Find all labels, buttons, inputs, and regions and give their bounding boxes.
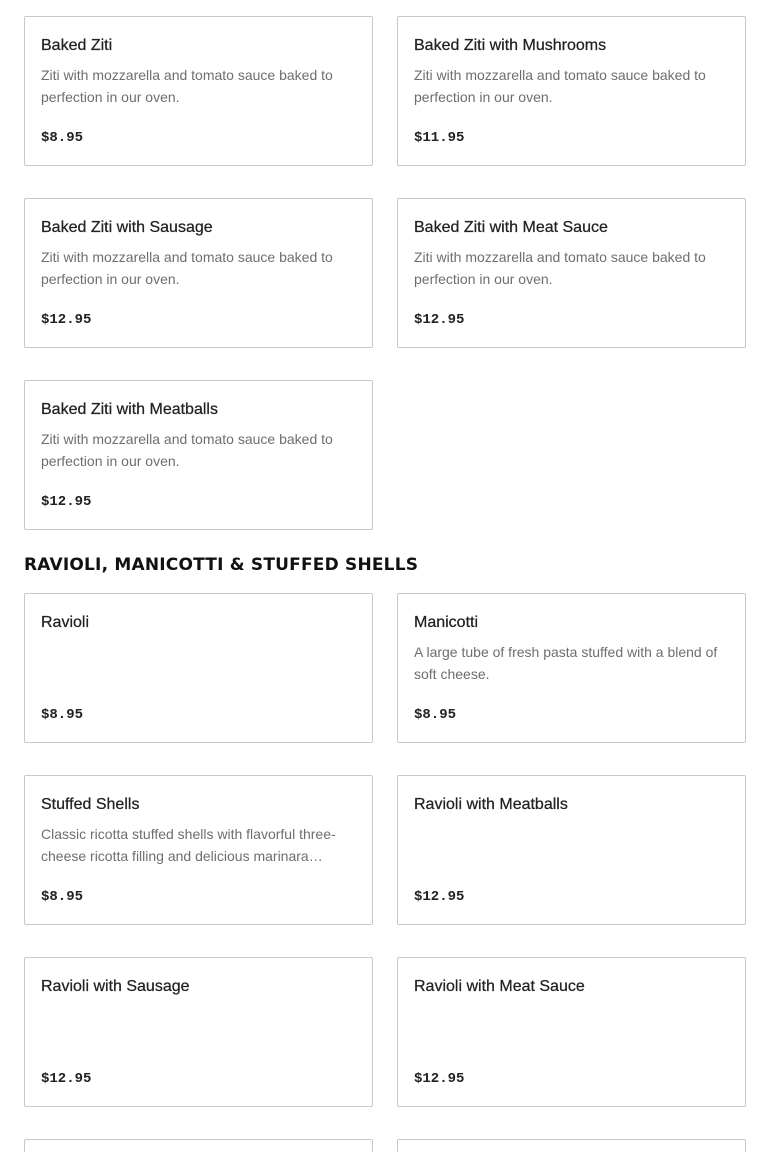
menu-item-name: Baked Ziti with Meatballs bbox=[41, 401, 218, 418]
menu-item-description: Ziti with mozzarella and tomato sauce baked to perfection in our oven. bbox=[41, 431, 333, 469]
menu-item-price: $8.95 bbox=[41, 889, 84, 905]
menu-item-name: Baked Ziti with Sausage bbox=[41, 219, 213, 236]
menu-item-price: $12.95 bbox=[414, 889, 465, 905]
menu-item-description: Ziti with mozzarella and tomato sauce baked to perfection in our oven. bbox=[414, 67, 706, 105]
menu-item-card[interactable] bbox=[397, 775, 746, 925]
menu-item-description: Ziti with mozzarella and tomato sauce baked to perfection in our oven. bbox=[41, 67, 333, 105]
menu-item-name: Ravioli with Meat Sauce bbox=[414, 978, 585, 995]
menu-item-description: A large tube of fresh pasta stuffed with a blend of soft cheese. bbox=[414, 644, 718, 682]
menu-item-name: Manicotti bbox=[414, 614, 479, 631]
menu-item-description bbox=[414, 1005, 729, 1049]
menu-item-price: $8.95 bbox=[414, 707, 457, 723]
menu-item-name: Baked Ziti with Meat Sauce bbox=[414, 219, 608, 236]
menu-item-price: $8.95 bbox=[41, 707, 84, 723]
menu-item-card[interactable] bbox=[24, 593, 373, 743]
menu-section-ravioli bbox=[24, 593, 746, 1152]
menu-item-name: Ravioli bbox=[41, 614, 90, 631]
menu-item-card[interactable] bbox=[24, 198, 373, 348]
menu-item-card[interactable] bbox=[24, 380, 373, 530]
menu-item-description bbox=[41, 641, 356, 685]
menu-item-description: Ziti with mozzarella and tomato sauce baked to perfection in our oven. bbox=[414, 249, 706, 287]
menu-item-price: $11.95 bbox=[414, 130, 465, 146]
menu-item-card[interactable] bbox=[24, 1139, 373, 1152]
menu-item-name: Ravioli with Sausage bbox=[41, 978, 190, 995]
menu-item-card[interactable] bbox=[24, 16, 373, 166]
menu-item-name: Ravioli with Meatballs bbox=[414, 796, 568, 813]
section-heading: RAVIOLI, MANICOTTI & STUFFED SHELLS bbox=[24, 555, 419, 575]
menu-item-price: $12.95 bbox=[414, 1071, 465, 1087]
menu-item-description bbox=[414, 823, 729, 867]
menu-item-name: Baked Ziti with Mushrooms bbox=[414, 37, 607, 54]
menu-item-card[interactable] bbox=[397, 957, 746, 1107]
menu-item-card[interactable] bbox=[397, 1139, 746, 1152]
menu-item-price: $12.95 bbox=[41, 1071, 92, 1087]
menu-item-card[interactable] bbox=[397, 198, 746, 348]
menu-item-price: $12.95 bbox=[41, 494, 92, 510]
menu-item-card[interactable] bbox=[24, 775, 373, 925]
menu-item-description: Classic ricotta stuffed shells with flavorful three-cheese ricotta filling and delicious marinara… bbox=[41, 826, 336, 864]
menu-item-price: $8.95 bbox=[41, 130, 84, 146]
menu-item-card[interactable] bbox=[24, 957, 373, 1107]
menu-item-card[interactable] bbox=[397, 16, 746, 166]
menu-section-baked-ziti bbox=[24, 16, 746, 553]
menu-item-name: Baked Ziti bbox=[41, 37, 113, 54]
menu-item-price: $12.95 bbox=[414, 312, 465, 328]
menu-item-card[interactable] bbox=[397, 593, 746, 743]
menu-item-price: $12.95 bbox=[41, 312, 92, 328]
menu-item-description bbox=[41, 1005, 356, 1049]
menu-item-name: Stuffed Shells bbox=[41, 796, 140, 813]
menu-item-description: Ziti with mozzarella and tomato sauce baked to perfection in our oven. bbox=[41, 249, 333, 287]
